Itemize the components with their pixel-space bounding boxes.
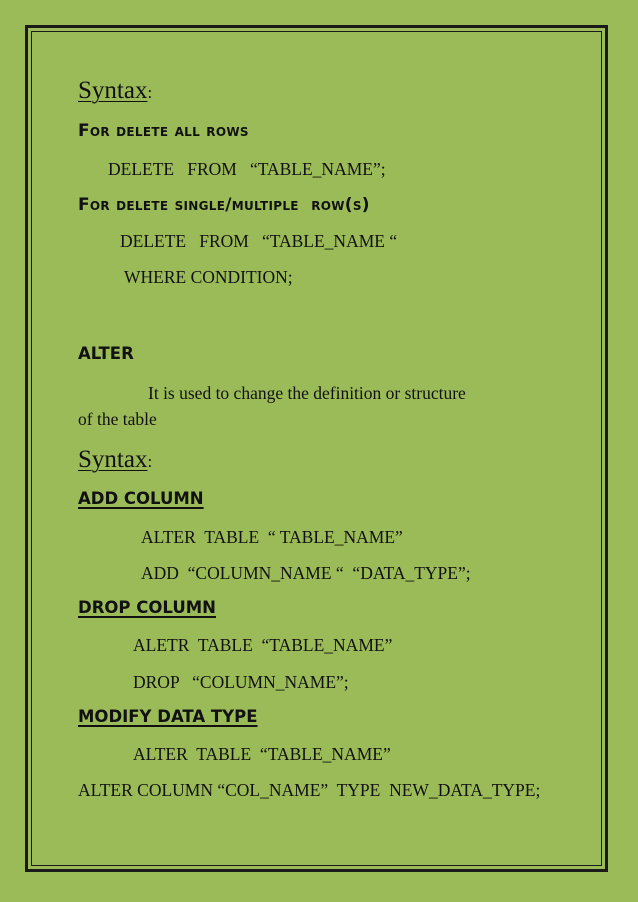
delete-single-statement: DELETE FROM “TABLE_NAME “ <box>120 231 398 251</box>
alter-description-line1: It is used to change the definition or structure <box>148 383 466 403</box>
where-statement: WHERE CONDITION; <box>124 267 293 287</box>
drop-column-statement-1: ALETR TABLE “TABLE_NAME” <box>133 635 393 655</box>
modify-statement-1: ALTER TABLE “TABLE_NAME” <box>133 744 391 764</box>
drop-column-statement-2: DROP “COLUMN_NAME”; <box>133 672 349 692</box>
drop-column-heading: DROP COLUMN <box>78 598 216 617</box>
delete-all-heading: For delete all rows <box>78 121 249 141</box>
modify-data-type-heading: MODIFY DATA TYPE <box>78 707 258 726</box>
modify-statement-2: ALTER COLUMN “COL_NAME” TYPE NEW_DATA_TYPE; <box>78 780 541 800</box>
delete-all-statement: DELETE FROM “TABLE_NAME”; <box>108 159 386 179</box>
add-column-statement-2: ADD “COLUMN_NAME “ “DATA_TYPE”; <box>141 563 471 583</box>
alter-heading: ALTER <box>78 344 134 363</box>
syntax-heading-1: Syntax: <box>78 77 153 104</box>
add-column-heading: ADD COLUMN <box>78 489 204 508</box>
delete-single-heading: For delete single/multiple row(s) <box>78 195 370 215</box>
add-column-statement-1: ALTER TABLE “ TABLE_NAME” <box>141 527 403 547</box>
alter-description-line2: of the table <box>78 409 157 429</box>
syntax-heading-2: Syntax: <box>78 446 153 473</box>
